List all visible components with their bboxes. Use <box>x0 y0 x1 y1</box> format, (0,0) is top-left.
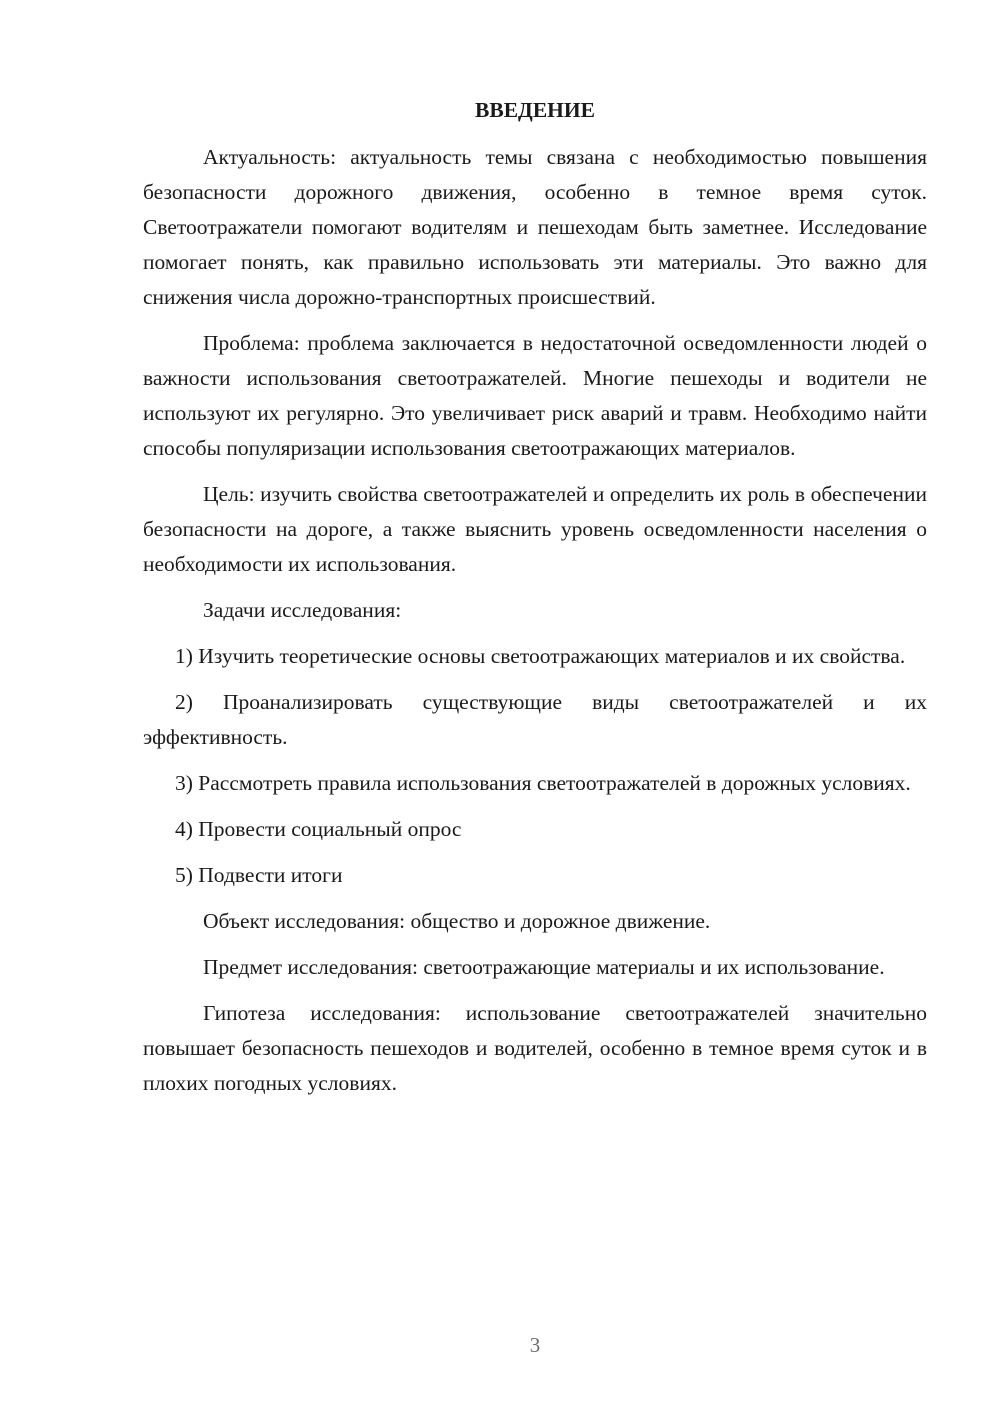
task-item-2: 2) Проанализировать существующие виды светоотражателей и их эффективность. <box>143 690 927 749</box>
problem-paragraph: Проблема: проблема заключается в недостаточной осведомленности людей о важности использования светоотражателей. Многие пешеходы и водители не используют их регулярно. Это увеличивает риск аварий и травм. Необходимо найти способы популяризации использования светоотражающих материалов. <box>143 331 927 460</box>
subject-paragraph: Предмет исследования: светоотражающие материалы и их использование. <box>203 955 885 979</box>
object-paragraph: Объект исследования: общество и дорожное движение. <box>203 909 711 933</box>
page-content <box>143 93 927 1112</box>
task-item-1: 1) Изучить теоретические основы светоотражающих материалов и их свойства. <box>175 644 906 668</box>
page-title: ВВЕДЕНИЕ <box>475 98 595 122</box>
task-item-5: 5) Подвести итоги <box>175 863 343 887</box>
task-item-3: 3) Рассмотреть правила использования светоотражателей в дорожных условиях. <box>175 771 911 795</box>
goal-paragraph: Цель: изучить свойства светоотражателей и определить их роль в обеспечении безопасности на дороге, а также выяснить уровень осведомленности населения о необходимости их использования. <box>143 482 927 576</box>
page-number: 3 <box>529 1333 541 1357</box>
tasks-heading: Задачи исследования: <box>203 598 402 622</box>
relevance-paragraph: Актуальность: актуальность темы связана с необходимостью повышения безопасности дорожного движения, особенно в темное время суток. Светоотражатели помогают водителям и пешеходам быть заметнее. Исследование помогает понять, как правильно использовать эти материалы. Это важно для снижения числа дорожно-транспортных происшествий. <box>143 145 927 309</box>
hypothesis-paragraph: Гипотеза исследования: использование светоотражателей значительно повышает безопасность пешеходов и водителей, особенно в темное время суток и в плохих погодных условиях. <box>143 1001 927 1095</box>
task-item-4: 4) Провести социальный опрос <box>175 817 462 841</box>
